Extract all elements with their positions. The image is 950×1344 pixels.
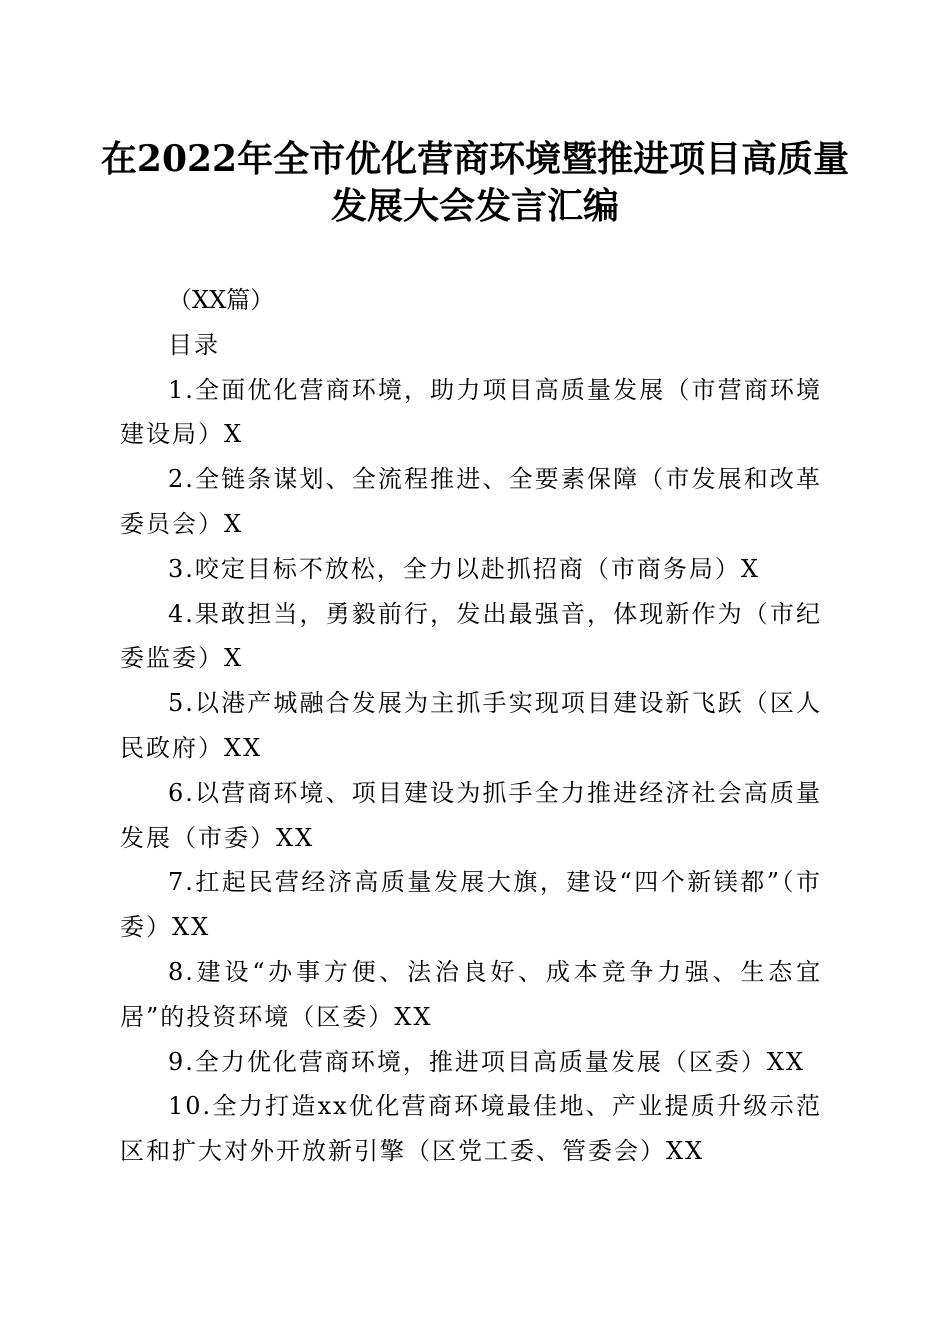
toc-item: 8.建设“办事方便、法治良好、成本竞争力强、生态宜居”的投资环境（区委）XX [120,957,822,1031]
toc-item: 10.全力打造xx优化营商环境最佳地、产业提质升级示范区和扩大对外开放新引擎（区党工委、管委会）XX [120,1092,822,1166]
toc-heading: 目录 [168,330,220,359]
toc-item: 1.全面优化营商环境，助力项目高质量发展（市营商环境建设局）X [120,375,822,449]
toc-item: 6.以营商环境、项目建设为抓手全力推进经济社会高质量发展（市委）XX [120,778,822,852]
toc-item: 5.以港产城融合发展为主抓手实现项目建设新飞跃（区人民政府）XX [120,689,822,762]
toc-item: 2.全链条谋划、全流程推进、全要素保障（市发展和改革委员会）X [120,465,822,538]
toc-item: 4.果敢担当，勇毅前行，发出最强音，体现新作为（市纪委监委）X [120,599,822,673]
toc-item: 3.咬定目标不放松，全力以赴抓招商（市商务局）X [168,554,760,583]
toc-item: 9.全力优化营商环境，推进项目高质量发展（区委）XX [168,1047,806,1076]
document-title: 在2022年全市优化营商环境暨推进项目高质量发展大会发言汇编 [100,138,850,227]
toc-item: 7.扛起民营经济高质量发展大旗，建设“四个新镁都”（市委）XX [120,868,822,942]
subtitle: （XX篇） [168,286,275,314]
document-body [120,278,822,1174]
